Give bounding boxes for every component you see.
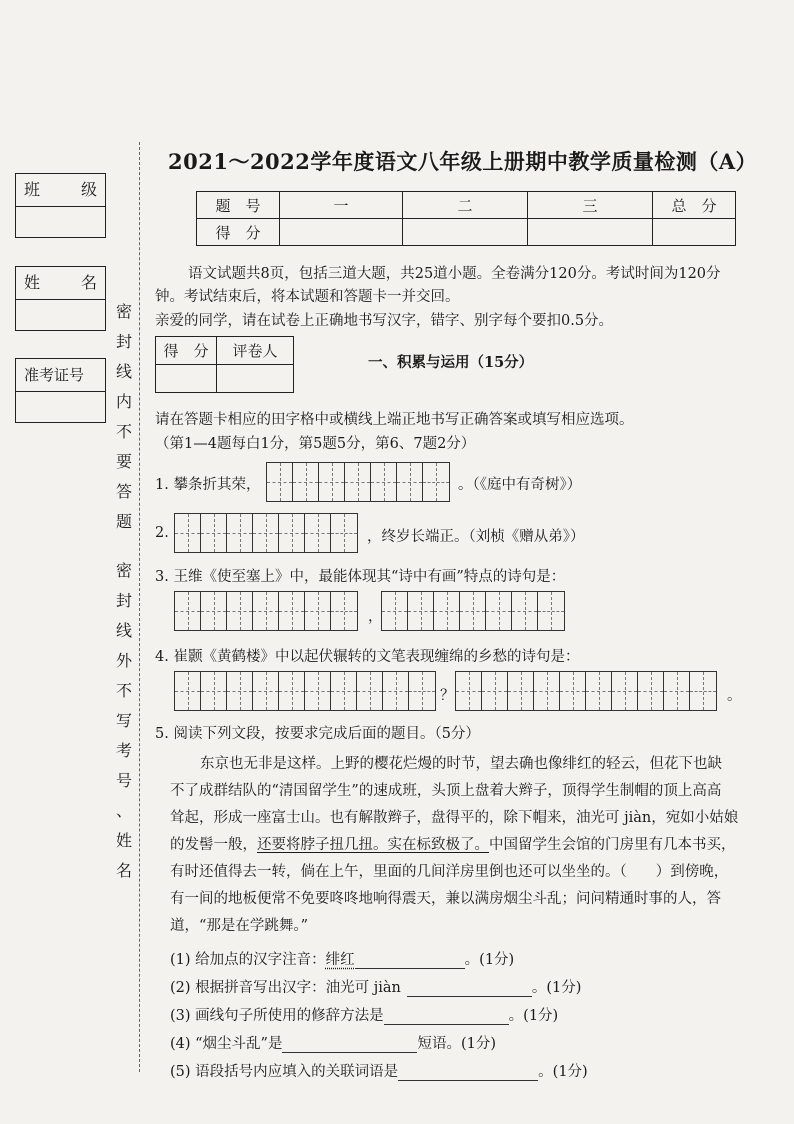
- section-instruction: 请在答题卡相应的田字格中或横线上端正地书写正确答案或填写相应选项。: [155, 412, 634, 428]
- seal-line-text: [114, 302, 134, 891]
- sub2-answer-blank[interactable]: [407, 996, 532, 997]
- passage-text: 中国留学生会馆的门房里有几本书买，: [489, 837, 736, 853]
- seal-character: 封: [115, 591, 132, 610]
- intro-line-1: 语文试题共8页，包括三道大题，共25道小题。全卷满分120分。考试时间为120分: [188, 266, 721, 282]
- grid-cell[interactable]: [331, 514, 357, 552]
- section-heading: 一、积累与运用（15分）: [368, 354, 534, 371]
- score-header-cell: 总 分: [653, 192, 736, 219]
- passage-line: 道，“那是在学跳舞。”: [170, 918, 309, 934]
- grid-cell[interactable]: [482, 672, 508, 710]
- grid-cell[interactable]: [267, 463, 293, 501]
- grid-cell[interactable]: [423, 463, 449, 501]
- grid-cell[interactable]: [279, 514, 305, 552]
- grid-cell[interactable]: [371, 463, 397, 501]
- passage-line: 东京也无非是这样。上野的樱花烂熳的时节，望去确也像绯红的轻云，但花下也缺: [200, 756, 722, 772]
- seal-character: 姓: [115, 831, 132, 850]
- score-cell[interactable]: [280, 219, 403, 246]
- q5-question: 5. 阅读下列文段，按要求完成后面的题目。（5分）: [155, 726, 480, 742]
- grid-cell[interactable]: [175, 592, 201, 630]
- seal-character: 题: [115, 512, 132, 531]
- score-header-cell: 题 号: [197, 192, 280, 219]
- seal-character: 线: [115, 362, 132, 381]
- grid-cell[interactable]: [253, 592, 279, 630]
- sub1-word: 绯红: [325, 952, 355, 968]
- name-label-a: 姓: [24, 273, 41, 292]
- seal-character: 、: [115, 801, 132, 820]
- grid-cell[interactable]: [279, 592, 305, 630]
- score-header-cell: 一: [280, 192, 403, 219]
- grid-cell[interactable]: [486, 592, 512, 630]
- sub5-points: 。(1分): [538, 1064, 588, 1080]
- sub4-answer-blank[interactable]: [282, 1052, 417, 1053]
- sub5-answer-blank[interactable]: [398, 1080, 538, 1081]
- q4-end: 。: [727, 688, 742, 704]
- score-cell[interactable]: [653, 219, 736, 246]
- score-cell[interactable]: [403, 219, 528, 246]
- passage-line: 不了成群结队的“清国留学生”的速成班，头顶上盘着大辫子，顶得学生制帽的顶上高高: [170, 783, 722, 799]
- seal-character: [114, 542, 134, 551]
- score-row-label: 得 分: [197, 219, 280, 246]
- seal-character: 要: [115, 452, 132, 471]
- exam-number-box: [15, 358, 106, 423]
- q3-separator: ，: [368, 609, 383, 625]
- grid-cell[interactable]: [409, 672, 435, 710]
- passage-line: 有一间的地板便常不免要咚咚地响得震天，兼以满房烟尘斗乱；问问精通时事的人，答: [170, 891, 721, 907]
- class-label-a: 班: [24, 180, 41, 199]
- name-label-b: 名: [80, 273, 97, 292]
- grid-cell[interactable]: [175, 514, 201, 552]
- sub-question-3: [170, 1004, 558, 1025]
- grid-cell[interactable]: [201, 514, 227, 552]
- grid-cell[interactable]: [253, 672, 279, 710]
- seal-character: 内: [115, 392, 132, 411]
- sub1-answer-blank[interactable]: [355, 968, 465, 969]
- seal-character: 号: [115, 771, 132, 790]
- grader-score-label: 得 分: [156, 337, 217, 365]
- grid-cell[interactable]: [305, 672, 331, 710]
- intro-line-3: 亲爱的同学，请在试卷上正确地书写汉字，错字、别字每个要扣0.5分。: [155, 313, 614, 329]
- seal-character: 封: [115, 332, 132, 351]
- grader-score-cell[interactable]: [156, 365, 217, 393]
- q3-answer-grid-2[interactable]: [381, 591, 565, 631]
- section-points: （第1—4题每白1分，第5题5分，第6、7题2分）: [155, 436, 476, 452]
- grid-cell[interactable]: [305, 514, 331, 552]
- q3-question: 3. 王维《使至塞上》中，最能体现其“诗中有画”特点的诗句是：: [155, 569, 566, 585]
- seal-character: 线: [115, 621, 132, 640]
- sub1-points: 。(1分): [464, 952, 515, 968]
- seal-character: 密: [115, 302, 132, 321]
- grid-cell[interactable]: [201, 672, 227, 710]
- sub-question-4: [170, 1032, 496, 1053]
- grid-cell[interactable]: [319, 463, 345, 501]
- passage-line: 耸起，形成一座富士山。也有解散辫子，盘得平的，除下帽来，油光可 jiàn，宛如小姑娘: [170, 810, 739, 826]
- score-table: [196, 191, 736, 246]
- grid-cell[interactable]: [560, 672, 586, 710]
- passage-line-4: [170, 833, 736, 854]
- grid-cell[interactable]: [460, 592, 486, 630]
- grid-cell[interactable]: [227, 592, 253, 630]
- sub3-text: (3) 画线句子所使用的修辞方法是: [170, 1008, 384, 1024]
- grid-cell[interactable]: [331, 672, 357, 710]
- sub2-text: (2) 根据拼音写出汉字：油光可 jiàn: [170, 980, 401, 996]
- grid-cell[interactable]: [175, 672, 201, 710]
- grid-cell[interactable]: [279, 672, 305, 710]
- grid-cell[interactable]: [345, 463, 371, 501]
- sub3-answer-blank[interactable]: [384, 1024, 509, 1025]
- grid-cell[interactable]: [383, 672, 409, 710]
- grid-cell[interactable]: [534, 672, 560, 710]
- sub2-points: 。(1分): [531, 980, 582, 996]
- sub4-text: (4) “烟尘斗乱”是: [170, 1036, 283, 1052]
- q1-suffix: 。（《庭中有奇树》）: [458, 477, 582, 493]
- score-header-cell: 三: [528, 192, 653, 219]
- seal-dashed-line: [139, 142, 140, 1072]
- grid-cell[interactable]: [434, 592, 460, 630]
- grid-cell[interactable]: [293, 463, 319, 501]
- seal-character: 名: [115, 861, 132, 880]
- seal-character: 写: [115, 711, 132, 730]
- sub1-text: (1) 给加点的汉字注音：: [170, 952, 326, 968]
- grid-cell[interactable]: [305, 592, 331, 630]
- exam-number-label: 准考证号: [24, 366, 85, 384]
- grader-reviewer-cell[interactable]: [217, 365, 294, 393]
- seal-character: 考: [115, 741, 132, 760]
- name-field[interactable]: [16, 300, 105, 330]
- grid-cell[interactable]: [586, 672, 612, 710]
- intro-line-2: 钟。考试结束后，将本试题和答题卡一并交回。: [155, 289, 460, 305]
- sub-question-5: [170, 1060, 588, 1081]
- seal-character: 答: [115, 482, 132, 501]
- grid-cell[interactable]: [456, 672, 482, 710]
- score-header-cell: 二: [403, 192, 528, 219]
- score-cell[interactable]: [528, 219, 653, 246]
- grid-cell[interactable]: [408, 592, 434, 630]
- seal-character: 不: [115, 681, 132, 700]
- class-box: [15, 173, 106, 238]
- name-box: [15, 266, 106, 331]
- sub4-points: 短语。(1分): [417, 1036, 497, 1052]
- underlined-sentence: 还要将脖子扭几扭。实在标致极了。: [257, 837, 489, 853]
- grid-cell[interactable]: [538, 592, 564, 630]
- passage-text: 的发髻一般，: [170, 837, 257, 853]
- grid-cell[interactable]: [508, 672, 534, 710]
- exam-number-field[interactable]: [16, 392, 105, 422]
- q4-separator: ？: [440, 688, 455, 704]
- grid-cell[interactable]: [331, 592, 357, 630]
- seal-character: 不: [115, 422, 132, 441]
- grid-cell[interactable]: [638, 672, 664, 710]
- grid-cell[interactable]: [664, 672, 690, 710]
- grid-cell[interactable]: [612, 672, 638, 710]
- q2-suffix: ，终岁长端正。（刘桢《赠从弟》）: [367, 529, 585, 545]
- grid-cell[interactable]: [690, 672, 716, 710]
- grid-cell[interactable]: [201, 592, 227, 630]
- q2-answer-grid[interactable]: [174, 513, 358, 553]
- sub3-points: 。(1分): [508, 1008, 559, 1024]
- seal-character: 外: [115, 651, 132, 670]
- q2-prefix: 2.: [155, 525, 169, 541]
- q1-answer-grid[interactable]: [266, 462, 450, 502]
- q3-answer-grid-1[interactable]: [174, 591, 358, 631]
- grid-cell[interactable]: [382, 592, 408, 630]
- class-label-b: 级: [80, 180, 97, 199]
- grader-table: [155, 336, 294, 393]
- grid-cell[interactable]: [397, 463, 423, 501]
- grid-cell[interactable]: [253, 514, 279, 552]
- sub-question-2: [170, 976, 581, 997]
- grid-cell[interactable]: [227, 672, 253, 710]
- q1-prefix: 1. 攀条折其荣，: [155, 477, 261, 493]
- q4-answer-grid-2[interactable]: [455, 671, 717, 711]
- grader-reviewer-label: 评卷人: [217, 337, 294, 365]
- seal-character: 密: [115, 561, 132, 580]
- grid-cell[interactable]: [227, 514, 253, 552]
- grid-cell[interactable]: [357, 672, 383, 710]
- passage-line: 有时还值得去一转，倘在上午，里面的几间洋房里倒也还可以坐坐的。（ ）到傍晚，: [170, 864, 729, 880]
- class-field[interactable]: [16, 207, 105, 237]
- sub-question-1: [170, 948, 514, 969]
- sub5-text: (5) 语段括号内应填入的关联词语是: [170, 1064, 399, 1080]
- page-title: 2021～2022学年度语文八年级上册期中教学质量检测（A）: [168, 149, 758, 174]
- grid-cell[interactable]: [512, 592, 538, 630]
- q4-answer-grid-1[interactable]: [174, 671, 436, 711]
- q4-question: 4. 崔颢《黄鹤楼》中以起伏辗转的文笔表现缠绵的乡愁的诗句是：: [155, 649, 580, 665]
